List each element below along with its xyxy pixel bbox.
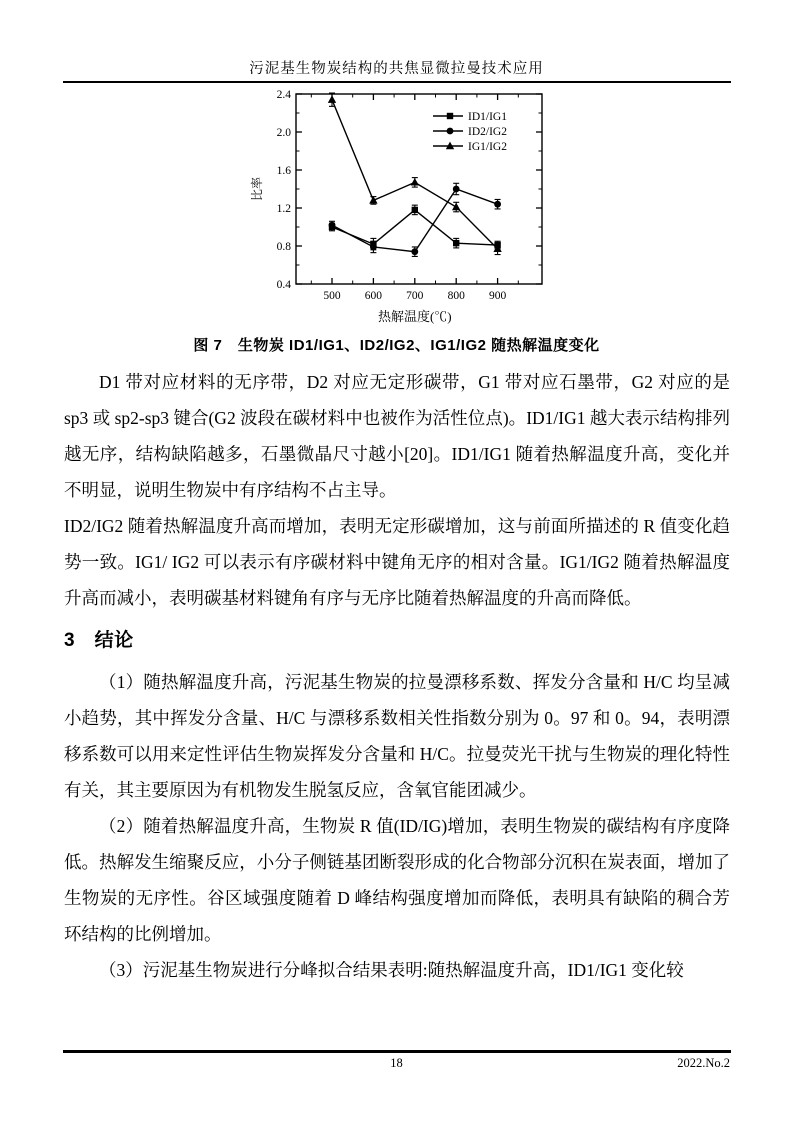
svg-text:0.4: 0.4 [276,279,291,291]
paragraph-conclusion-2: （2）随着热解温度升高，生物炭 R 值(ID/IG)增加，表明生物炭的碳结构有序度降低。热解发生缩聚反应，小分子侧链基团断裂形成的化合物部分沉积在炭表面，增加了生物炭的无序性。谷区域强度随着 D 峰结构强度增加而降低，表明具有缺陷的稠合芳环结构的比例增加。 [64,816,730,944]
series-ID2-IG2 [329,183,501,256]
y-axis-title [250,177,264,201]
svg-text:900: 900 [488,290,507,302]
chart-legend [433,111,507,153]
header-rule [63,81,731,83]
body-text [64,364,730,988]
section-heading-conclusion: 3 结论 [64,630,134,651]
series-ID1-IG1 [329,205,501,250]
line-chart [250,86,562,332]
figure-chart [250,86,562,332]
legend-item-ID2-IG2 [433,126,507,138]
paragraph-conclusion-3: （3）污泥基生物炭进行分峰拟合结果表明:随热解温度升高，ID1/IG1 变化较 [99,960,684,980]
svg-text:IG1/IG2: IG1/IG2 [468,141,507,153]
legend-item-IG1-IG2 [433,141,507,153]
legend-item-ID1-IG1 [433,111,507,123]
paragraph-discussion-2: ID2/IG2 随着热解温度升高而增加，表明无定形碳增加，这与前面所描述的 R 值变化趋势一致。IG1/ IG2 可以表示有序碳材料中键角无序的相对含量。IG1/IG2 随着热解温度升高而减小，表明碳基材料键角有序与无序比随着热解温度的升高而降低。 [64,516,730,608]
paragraph-conclusion-1: （1）随热解温度升高，污泥基生物炭的拉曼漂移系数、挥发分含量和 H/C 均呈减小趋势，其中挥发分含量、H/C 与漂移系数相关性指数分别为 0。97 和 0。94，表明漂移系数可以用来定性评估生物炭挥发分含量和 H/C。拉曼荧光干扰与生物炭的理化特性有关，其主要原因为有机物发生脱氢反应，含氧官能团减少。 [64,672,730,800]
issue-label: 2022.No.2 [677,1056,730,1070]
svg-text:ID2/IG2: ID2/IG2 [468,126,507,138]
paragraph-discussion-1: D1 带对应材料的无序带，D2 对应无定形碳带，G1 带对应石墨带，G2 对应的是 sp3 或 sp2-sp3 键合(G2 波段在碳材料中也被作为活性位点)。ID1/IG1 越大表示结构排列越无序，结构缺陷越多，石墨微晶尺寸越小[20]。ID1/IG1 随着热解温度升高，变化并不明显，说明生物炭中有序结构不占主导。 [64,372,730,500]
svg-text:1.6: 1.6 [276,165,291,177]
svg-text:700: 700 [406,290,424,302]
svg-text:1.2: 1.2 [276,203,291,215]
svg-text:0.8: 0.8 [276,241,291,253]
x-axis-title [378,309,452,324]
svg-text:比率: 比率 [250,176,264,202]
svg-text:500: 500 [323,290,341,302]
svg-text:2.0: 2.0 [276,127,291,139]
svg-text:2.4: 2.4 [276,89,291,101]
running-header: 污泥基生物炭结构的共焦显微拉曼技术应用 [249,61,544,77]
svg-text:热解温度(℃): 热解温度(℃) [377,309,452,324]
svg-text:800: 800 [447,290,465,302]
svg-text:600: 600 [364,290,383,302]
svg-text:ID1/IG1: ID1/IG1 [468,111,507,123]
figure-caption: 图 7 生物炭 ID1/IG1、ID2/IG2、IG1/IG2 随热解温度变化 [193,337,600,354]
footer-rule [63,1050,731,1053]
page-number: 18 [390,1056,403,1070]
